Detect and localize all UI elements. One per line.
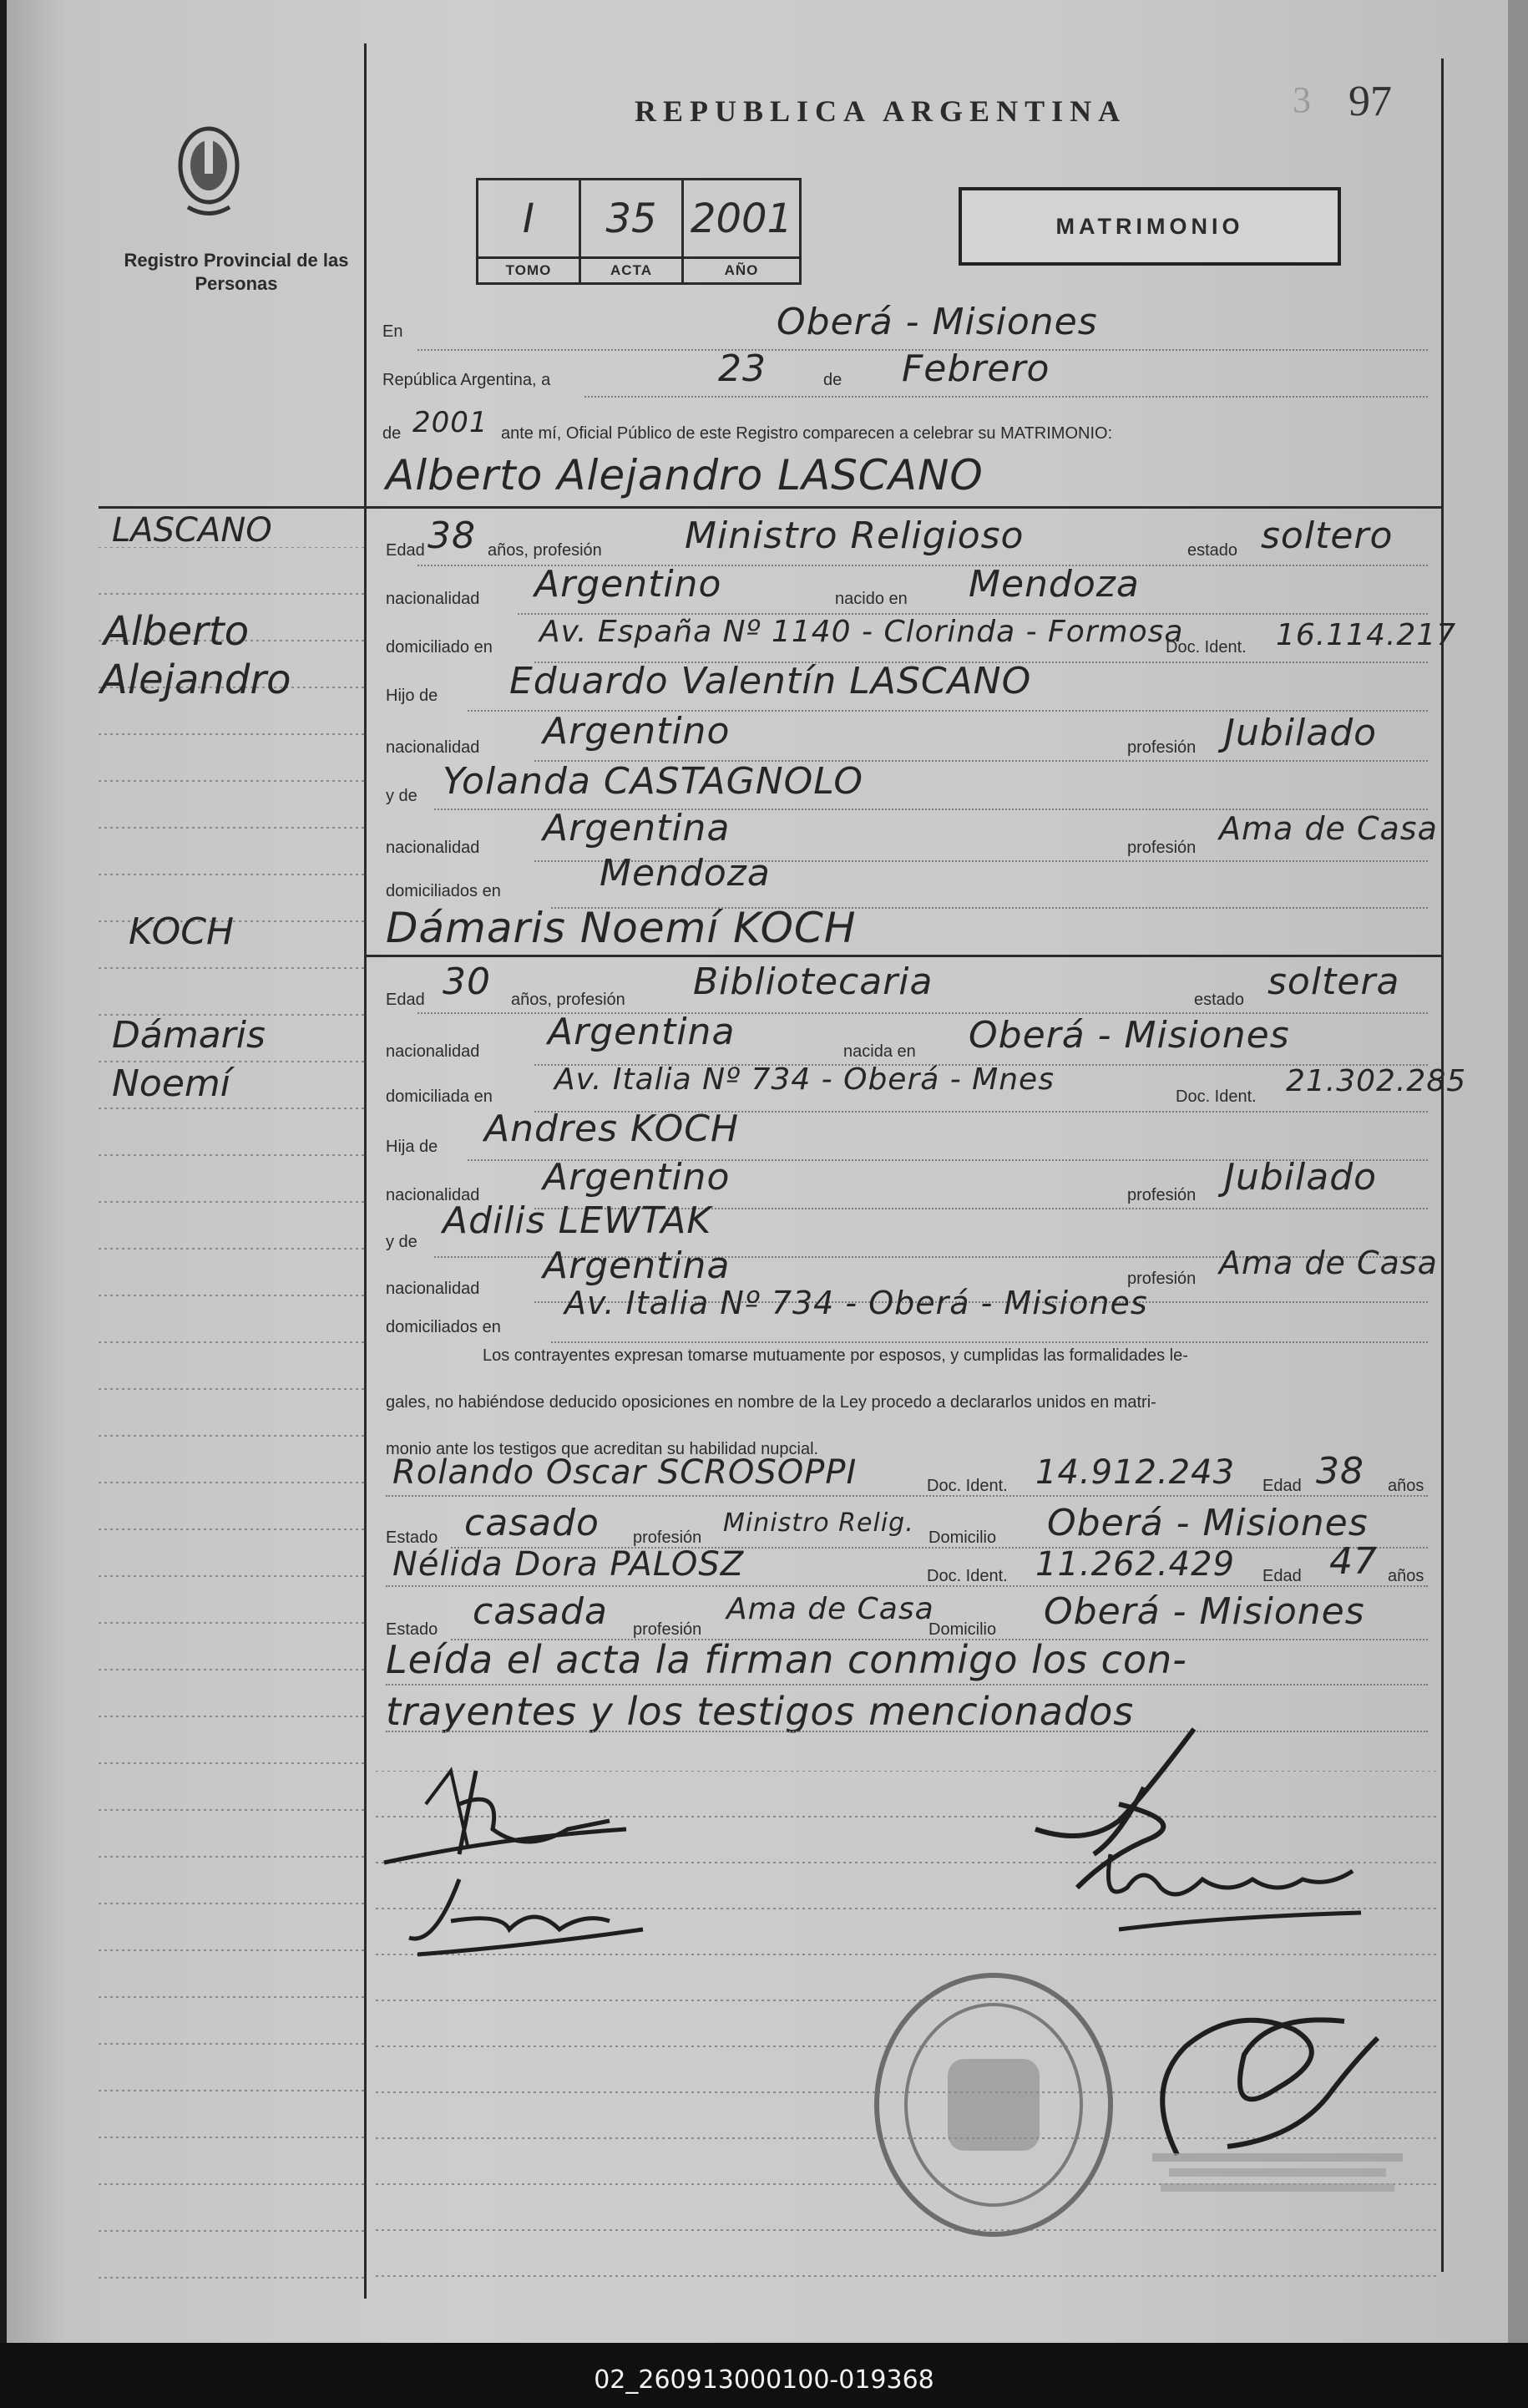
groom-profession: Ministro Religioso	[685, 515, 1025, 557]
groom-birthplace: Mendoza	[969, 563, 1140, 606]
ano-label: AÑO	[724, 262, 759, 278]
bride-profession: Bibliotecaria	[693, 961, 933, 1003]
groom-mother-profession: Ama de Casa	[1219, 810, 1438, 847]
label-y-de-bride: y de	[386, 1233, 417, 1251]
closing-line-2: gales, no habiéndose deducido oposiciones en nombre de la Ley procedo a declararlos unidos en matri-	[386, 1393, 1156, 1412]
record-type: MATRIMONIO	[1055, 214, 1244, 239]
label-nacionalidad-mother: nacionalidad	[386, 839, 480, 857]
witness-1-profession: Ministro Relig.	[723, 1508, 914, 1538]
margin-bride-given1: Dámaris	[112, 1014, 266, 1057]
label-profesion-bride-father: profesión	[1127, 1186, 1197, 1204]
tomo-label: TOMO	[505, 262, 552, 278]
registry-stamp	[868, 1967, 1119, 2243]
bride-mother: Adilis LEWTAK	[443, 1199, 712, 1242]
label-doc-ident-w2: Doc. Ident.	[927, 1567, 1008, 1585]
section-divider-groom	[99, 506, 1441, 509]
label-profesion-bride-mother: profesión	[1127, 1270, 1197, 1288]
label-y-de: y de	[386, 787, 417, 805]
label-republica: República Argentina, a	[382, 371, 551, 389]
label-hijo-de: Hijo de	[386, 687, 438, 705]
label-edad: Edad	[386, 541, 425, 560]
registry-name: Registro Provincial de las Personas	[124, 250, 349, 294]
witness-2-doc: 11.262.429	[1035, 1545, 1236, 1584]
bride-father-profession: Jubilado	[1224, 1156, 1378, 1199]
label-anos-profesion-bride: años, profesión	[511, 991, 625, 1009]
record-number-box	[476, 178, 802, 285]
label-domicilio-w2: Domicilio	[928, 1620, 997, 1639]
groom-father-nationality: Argentino	[543, 710, 731, 753]
bride-full-name: Dámaris Noemí KOCH	[386, 904, 857, 952]
groom-status: soltero	[1261, 515, 1394, 557]
record-type-box	[959, 187, 1341, 266]
groom-address: Av. España Nº 1140 - Clorinda - Formosa	[539, 615, 1184, 649]
groom-age: 38	[428, 515, 476, 557]
witness-1-status: casado	[464, 1502, 600, 1544]
label-domiciliados-en: domiciliados en	[386, 882, 501, 900]
label-anos-w2: años	[1388, 1567, 1424, 1585]
official-stamp-text	[1152, 2147, 1403, 2247]
label-anos-profesion: años, profesión	[488, 541, 602, 560]
groom-signature	[376, 1754, 643, 1871]
witness-2-status: casada	[473, 1590, 608, 1633]
label-doc-ident-w1: Doc. Ident.	[927, 1477, 1008, 1495]
bride-doc: 21.302.285	[1286, 1064, 1467, 1098]
witness-2-address: Oberá - Misiones	[1044, 1590, 1365, 1633]
label-profesion-mother: profesión	[1127, 839, 1197, 857]
label-domicilio-w1: Domicilio	[928, 1528, 997, 1547]
label-de: de	[823, 371, 842, 389]
bride-birthplace: Oberá - Misiones	[969, 1014, 1290, 1057]
bride-nationality: Argentina	[548, 1011, 736, 1053]
label-nacionalidad-father: nacionalidad	[386, 738, 480, 757]
groom-mother-nationality: Argentina	[543, 807, 731, 849]
margin-groom-surname: LASCANO	[112, 511, 272, 550]
margin-groom-given2: Alejandro	[100, 656, 291, 703]
witness-1-age: 38	[1316, 1450, 1364, 1493]
left-margin-rule	[364, 43, 367, 2299]
page-number: 97	[1348, 78, 1392, 125]
label-anos-w1: años	[1388, 1477, 1424, 1495]
groom-full-name: Alberto Alejandro LASCANO	[386, 451, 984, 499]
label-estado-bride: estado	[1194, 991, 1245, 1009]
label-doc-ident: Doc. Ident.	[1166, 638, 1247, 656]
closing-note-line-2: trayentes y los testigos mencionados	[386, 1689, 1135, 1734]
witness-2-name: Nélida Dora PALOSZ	[392, 1545, 745, 1584]
label-nacionalidad: nacionalidad	[386, 590, 480, 608]
bride-signature	[401, 1871, 651, 1963]
tomo-value: I	[522, 195, 535, 242]
label-estado: estado	[1187, 541, 1238, 560]
bride-father-nationality: Argentino	[543, 1156, 731, 1199]
right-margin-rule	[1441, 58, 1444, 2272]
ceremony-day: 23	[718, 347, 767, 390]
label-nacido-en: nacido en	[835, 590, 908, 608]
label-ante-mi: ante mí, Oficial Público de este Registro comparecen a celebrar su MATRIMONIO:	[501, 424, 1113, 443]
label-nacida-en: nacida en	[843, 1042, 916, 1061]
ceremony-year: 2001	[412, 406, 488, 439]
label-domiciliados-en-bride: domiciliados en	[386, 1318, 501, 1336]
ano-value: 2001	[690, 195, 793, 242]
bride-mother-nationality: Argentina	[543, 1245, 731, 1287]
margin-groom-given1: Alberto	[104, 608, 250, 655]
witness-1-doc: 14.912.243	[1035, 1453, 1236, 1492]
witness-1-address: Oberá - Misiones	[1047, 1502, 1369, 1544]
section-divider-bride	[364, 955, 1441, 957]
margin-bride-given2: Noemí	[112, 1062, 230, 1105]
label-edad-w1: Edad	[1262, 1477, 1302, 1495]
closing-line-1: Los contrayentes expresan tomarse mutuamente por esposos, y cumplidas las formalidades le-	[483, 1346, 1188, 1365]
bride-mother-profession: Ama de Casa	[1219, 1245, 1438, 1281]
groom-father-profession: Jubilado	[1224, 712, 1378, 754]
scan-id: 02_260913000100-019368	[594, 2365, 934, 2395]
ceremony-place: Oberá - Misiones	[777, 301, 1098, 343]
bride-address: Av. Italia Nº 734 - Oberá - Mnes	[554, 1062, 1055, 1097]
label-estado-w2: Estado	[386, 1620, 438, 1639]
groom-mother: Yolanda CASTAGNOLO	[443, 760, 864, 803]
groom-father: Eduardo Valentín LASCANO	[509, 660, 1032, 702]
label-nacionalidad-bride-father: nacionalidad	[386, 1186, 480, 1204]
label-domiciliado-en: domiciliado en	[386, 638, 493, 656]
acta-label: ACTA	[610, 262, 652, 278]
bride-parents-address: Av. Italia Nº 734 - Oberá - Misiones	[564, 1285, 1148, 1321]
acta-value: 35	[605, 195, 657, 242]
label-nacionalidad-bride-mother: nacionalidad	[386, 1280, 480, 1298]
witness-2-signature	[1094, 1838, 1369, 1938]
bride-status: soltera	[1267, 961, 1400, 1003]
label-domiciliada-en: domiciliada en	[386, 1087, 493, 1106]
closing-line-3: monio ante los testigos que acreditan su habilidad nupcial.	[386, 1440, 819, 1458]
groom-nationality: Argentino	[534, 563, 722, 606]
margin-ruling	[99, 547, 364, 2293]
label-edad-bride: Edad	[386, 991, 425, 1009]
groom-parents-address: Mendoza	[600, 852, 771, 895]
bride-father: Andres KOCH	[484, 1108, 740, 1150]
label-de-year: de	[382, 424, 402, 443]
bride-age: 30	[443, 961, 491, 1003]
provincial-seal-icon	[171, 115, 246, 232]
label-en: En	[382, 322, 403, 341]
label-hija-de: Hija de	[386, 1138, 438, 1156]
ceremony-month: Febrero	[902, 347, 1050, 390]
margin-bride-surname: KOCH	[129, 910, 235, 953]
label-profesion-father: profesión	[1127, 738, 1197, 757]
label-edad-w2: Edad	[1262, 1567, 1302, 1585]
book-edge	[1508, 0, 1528, 2343]
label-estado-w1: Estado	[386, 1528, 438, 1547]
page-number-faint: 3	[1293, 79, 1311, 120]
groom-doc: 16.114.217	[1276, 618, 1457, 652]
label-profesion-w2: profesión	[633, 1620, 702, 1639]
witness-1-name: Rolando Oscar SCROSOPPI	[392, 1453, 858, 1492]
label-profesion-w1: profesión	[633, 1528, 702, 1547]
label-nacionalidad-bride: nacionalidad	[386, 1042, 480, 1061]
label-doc-ident-bride: Doc. Ident.	[1176, 1087, 1257, 1106]
witness-2-age: 47	[1329, 1540, 1378, 1583]
closing-note-line-1: Leída el acta la firman conmigo los con-	[386, 1637, 1187, 1682]
witness-2-profession: Ama de Casa	[726, 1592, 934, 1626]
country-title: REPUBLICA ARGENTINA	[635, 94, 1127, 128]
